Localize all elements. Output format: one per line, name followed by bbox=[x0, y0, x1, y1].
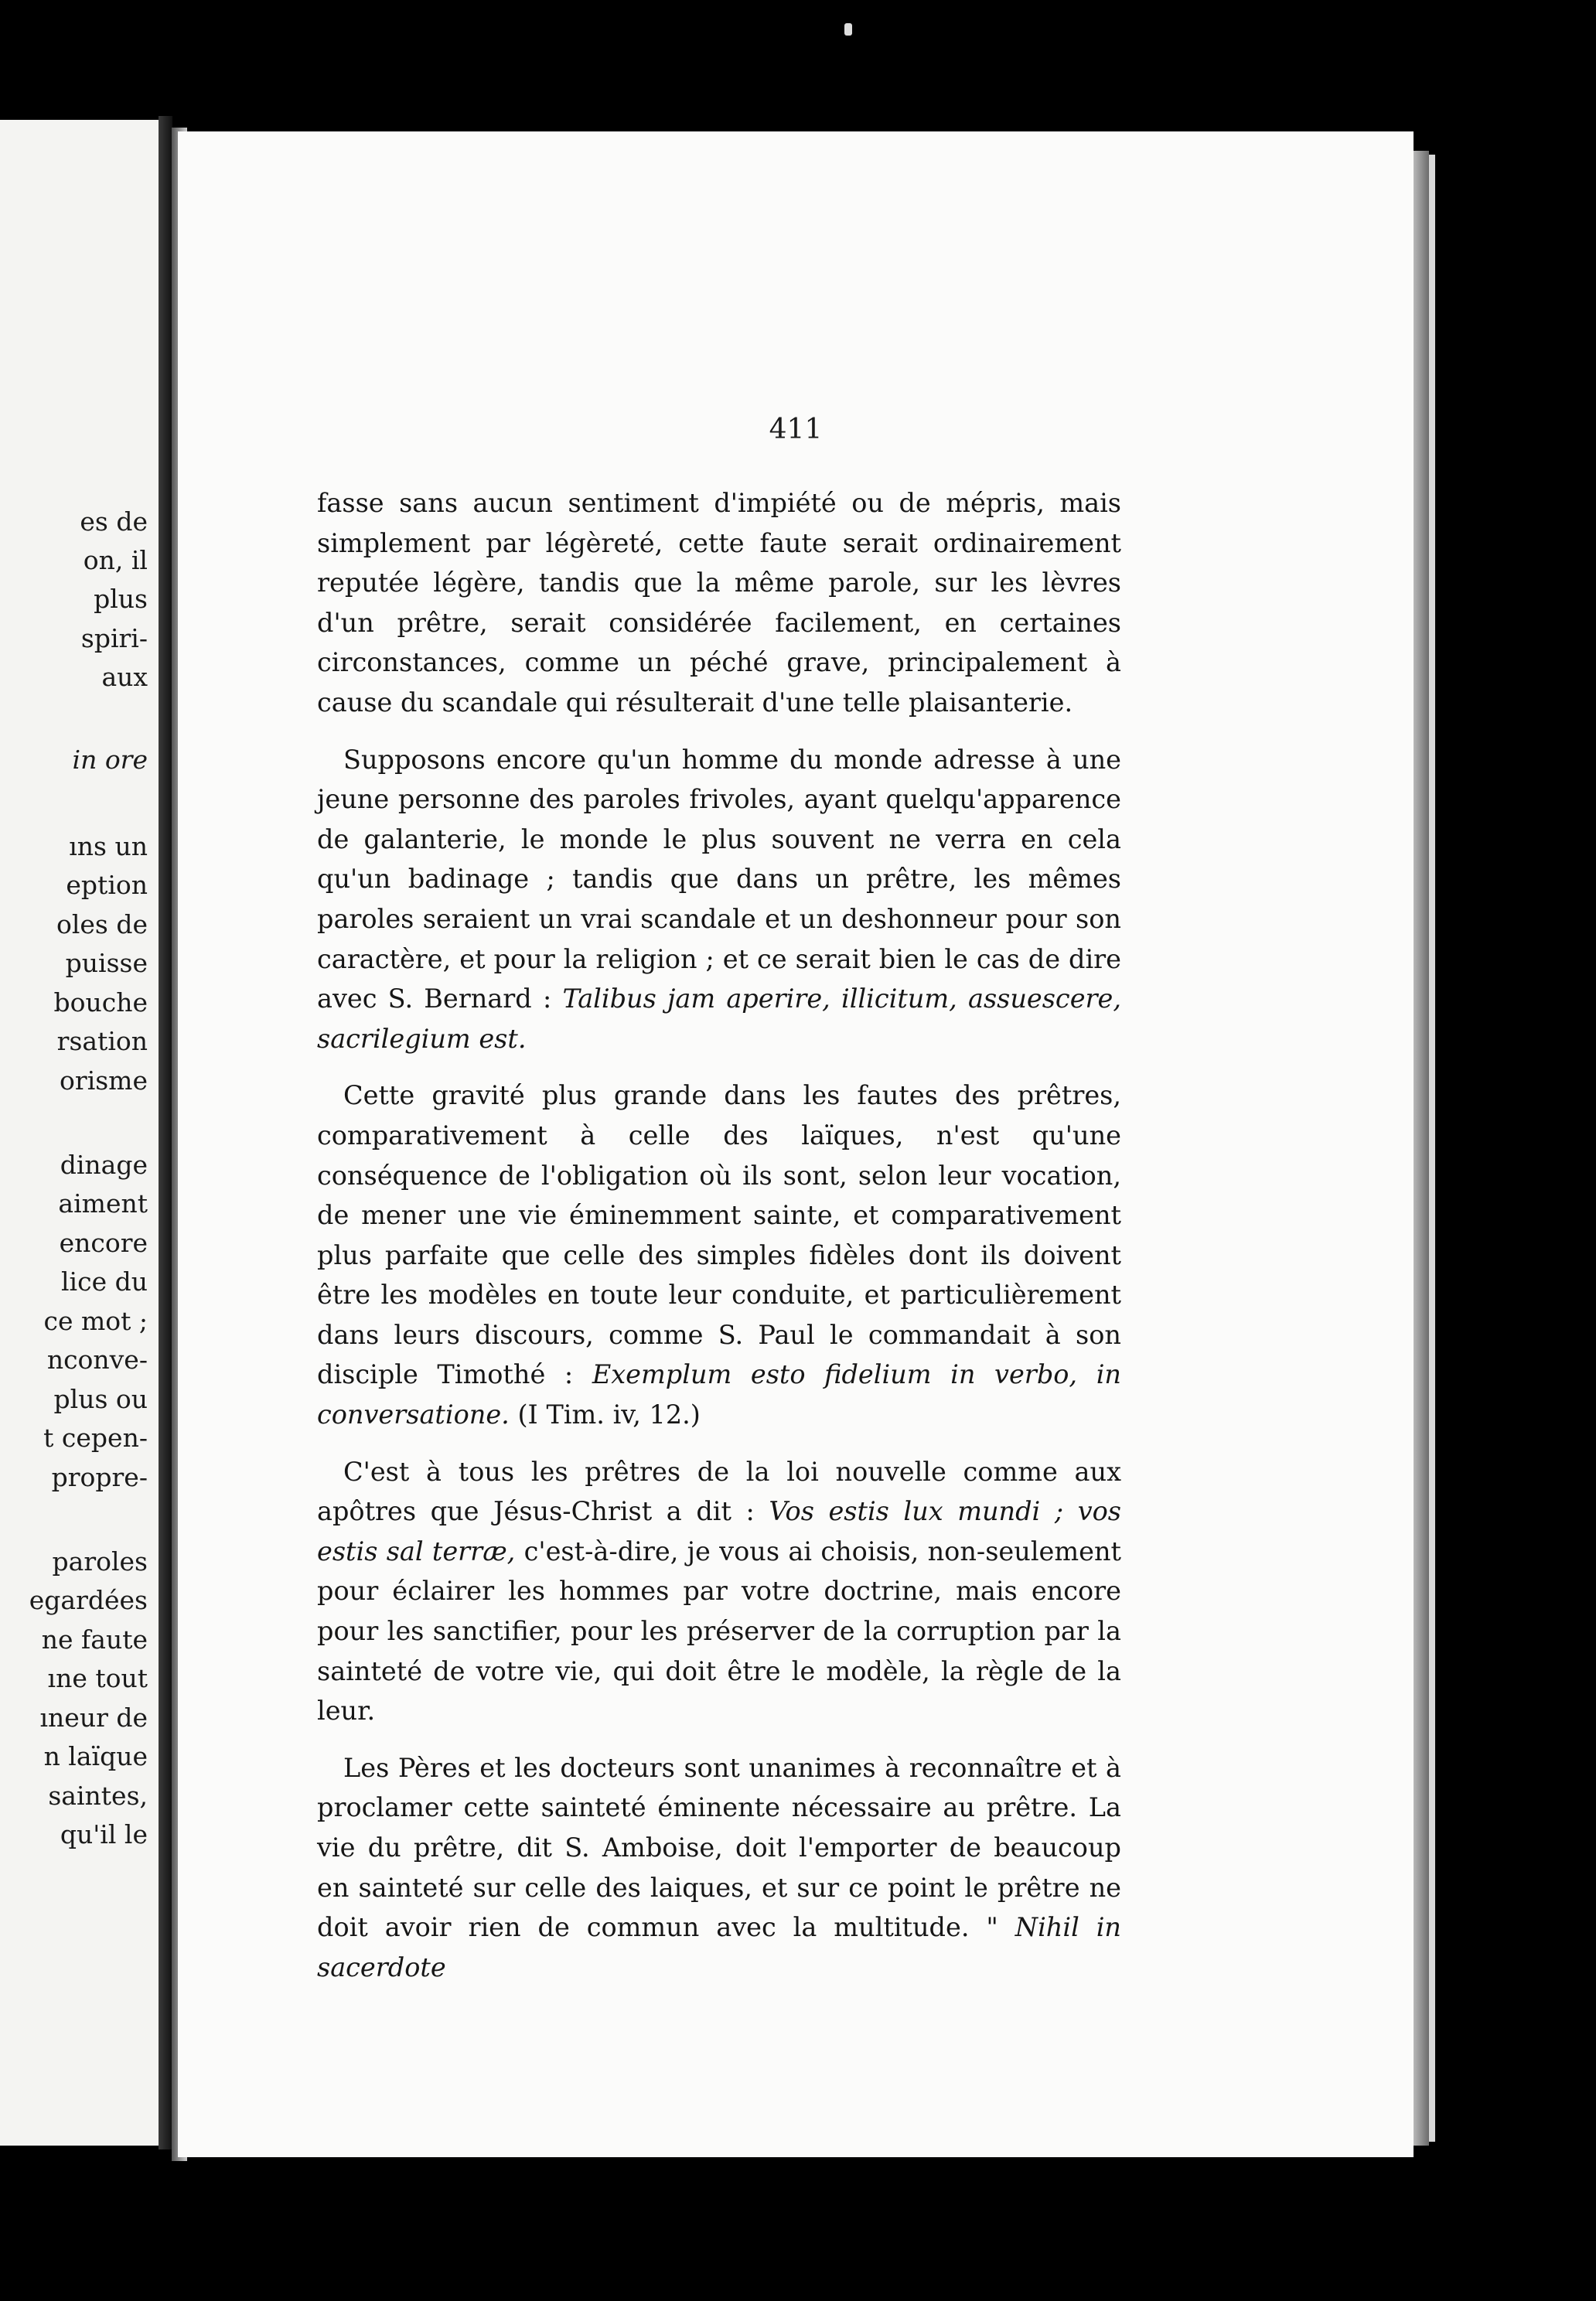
left-page-line: plus bbox=[94, 584, 148, 614]
left-page-line: orisme bbox=[60, 1065, 148, 1096]
page-number: 411 bbox=[769, 414, 823, 445]
left-page-line: ıns un bbox=[69, 831, 148, 861]
text-run: Les Pères et les docteurs sont unanimes à reconnaître et à proclamer cette sainteté éminente nécessaire au prêtre. La vie du prêtre, dit S. Amboise, doit l'emporter de beaucoup en sainteté sur celle des laiques, et sur ce point le prêtre ne doit avoir rien de commun avec la multitude. " bbox=[317, 1752, 1121, 1943]
left-page-line: qu'il le bbox=[60, 1819, 148, 1849]
left-page-line: bouche bbox=[53, 987, 148, 1018]
left-page-line: n laïque bbox=[43, 1741, 148, 1771]
scan-artifact bbox=[844, 23, 852, 36]
left-page-line: dinage bbox=[60, 1150, 148, 1180]
left-page-line: plus ou bbox=[53, 1384, 148, 1414]
latin-quote: Exemplum esto fidelium in verbo, in conversatione. bbox=[317, 1359, 1121, 1430]
left-page-line: on, il bbox=[83, 545, 148, 575]
left-page-line: egardées bbox=[29, 1585, 148, 1615]
left-page-line: oles de bbox=[56, 909, 148, 939]
body-text bbox=[317, 483, 1121, 2004]
page-stack-edge bbox=[1414, 151, 1429, 2146]
left-page-line: aiment bbox=[58, 1188, 148, 1219]
left-page-line: aux bbox=[101, 662, 148, 692]
page-stack-edge-highlight bbox=[1429, 155, 1435, 2142]
left-page bbox=[0, 120, 159, 2146]
left-page-line: paroles bbox=[52, 1546, 148, 1577]
left-page-gutter bbox=[159, 116, 172, 2149]
left-page-line: ce mot ; bbox=[43, 1306, 148, 1336]
paragraph bbox=[317, 740, 1121, 1059]
left-page-line: eption bbox=[66, 870, 148, 900]
left-page-line: ne faute bbox=[41, 1624, 148, 1655]
left-page-line: lice du bbox=[61, 1266, 148, 1297]
left-page-line: ıne tout bbox=[47, 1663, 148, 1693]
latin-quote: Vos estis lux mundi ; vos estis sal terræ, bbox=[317, 1496, 1121, 1566]
text-run: fasse sans aucun sentiment d'impiété ou de mépris, mais simplement par légèreté, cette faute serait ordinairement reputée légère, tandis que la même parole, sur les lèvres d'un prêtre, serait considérée facilement, en certaines circonstances, comme un péché grave, principalement à cause du scandale qui résulterait d'une telle plaisanterie. bbox=[317, 488, 1121, 718]
text-run: c'est-à-dire, je vous ai choisis, non-seulement pour éclairer les hommes par votre doctrine, mais encore pour les sanctifier, pour les préserver de la corruption par la sainteté de votre vie, qui doit être le modèle, la règle de la leur. bbox=[317, 1536, 1121, 1727]
latin-quote: Nihil in sacerdote bbox=[317, 1912, 1122, 1982]
left-page-line: in ore bbox=[72, 745, 148, 775]
paragraph bbox=[317, 1076, 1121, 1434]
left-page-line: puisse bbox=[65, 948, 148, 978]
left-page-line: spiri- bbox=[80, 623, 148, 653]
text-run: Supposons encore qu'un homme du monde adresse à une jeune personne des paroles frivoles, ayant quelqu'apparence de galanterie, le monde le plus souvent ne verra en cela qu'un badinage ; tandis que dans un prêtre, les mêmes paroles seraient un vrai scandale et un deshonneur pour son caractère, et pour la religion ; et ce serait bien le cas de dire avec S. Bernard : bbox=[317, 744, 1121, 1014]
left-page-line: propre- bbox=[51, 1462, 148, 1492]
text-run: (I Tim. iv, 12.) bbox=[509, 1399, 701, 1430]
right-page bbox=[178, 131, 1414, 2157]
left-page-line: es de bbox=[80, 506, 148, 537]
paragraph bbox=[317, 1748, 1121, 1988]
left-page-line: saintes, bbox=[48, 1781, 148, 1811]
paragraph bbox=[317, 1452, 1121, 1731]
left-page-line: encore bbox=[59, 1228, 148, 1258]
paragraph bbox=[317, 483, 1121, 723]
left-page-line: ıneur de bbox=[39, 1703, 148, 1733]
latin-quote: Talibus jam aperire, illicitum, assuescere, sacrilegium est. bbox=[317, 983, 1122, 1054]
left-page-line: nconve- bbox=[46, 1345, 148, 1375]
left-page-line: t cepen- bbox=[43, 1423, 148, 1453]
text-run: C'est à tous les prêtres de la loi nouvelle comme aux apôtres que Jésus-Christ a dit : bbox=[317, 1456, 1121, 1527]
left-page-line: rsation bbox=[56, 1026, 148, 1056]
text-run: Cette gravité plus grande dans les fautes des prêtres, comparativement à celle des laïques, n'est qu'une conséquence de l'obligation où ils sont, selon leur vocation, de mener une vie éminemment sainte, et comparativement plus parfaite que celle des simples fidèles dont ils doivent être les modèles en toute leur conduite, et particulièrement dans leurs discours, comme S. Paul le commandait à son disciple Timothé : bbox=[317, 1080, 1121, 1390]
